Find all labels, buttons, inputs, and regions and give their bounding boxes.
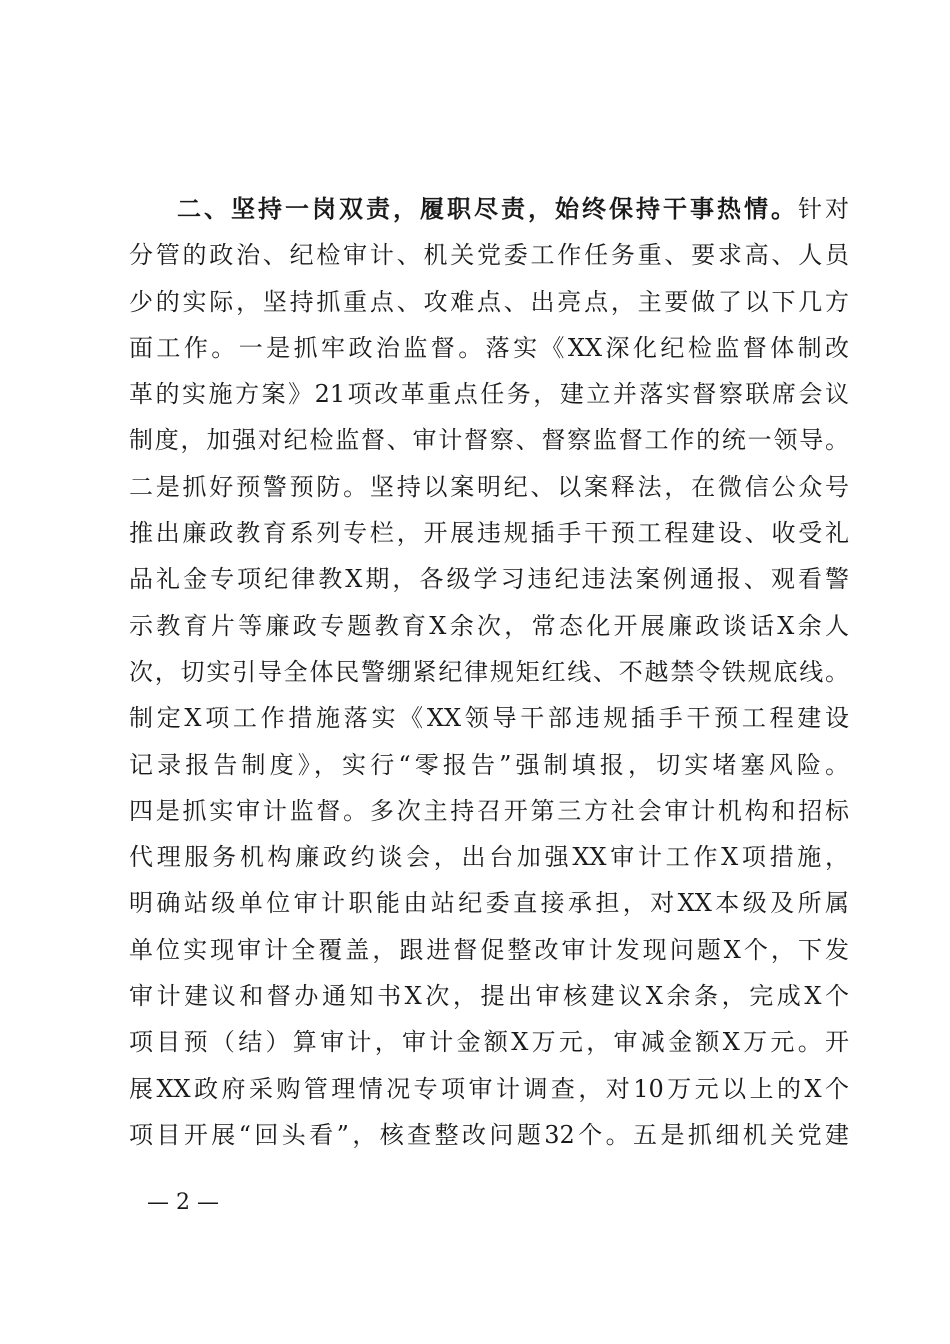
- text-line: 制度，加强对纪检监督、审计督察、督察监督工作的统一领导。: [129, 426, 849, 455]
- text-line: 项目开展“回头看”，核查整改问题32个。五是抓细机关党建: [129, 1120, 849, 1149]
- text-line: 革的实施方案》21项改革重点任务，建立并落实督察联席会议: [129, 380, 849, 409]
- text-line: 单位实现审计全覆盖，跟进督促整改审计发现问题X个，下发: [129, 935, 849, 964]
- text-line: 项目预（结）算审计，审计金额X万元，审减金额X万元。开: [129, 1028, 849, 1057]
- text-line: 示教育片等廉政专题教育X余次，常态化开展廉政谈话X余人: [129, 611, 849, 640]
- body-text: [129, 186, 849, 1158]
- text-line: 面工作。一是抓牢政治监督。落实《XX深化纪检监督体制改: [129, 333, 849, 362]
- text-line: 制定X项工作措施落实《XX领导干部违规插手干预工程建设: [129, 704, 849, 733]
- text-line: 分管的政治、纪检审计、机关党委工作任务重、要求高、人员: [129, 241, 849, 270]
- text-line: 明确站级单位审计职能由站纪委直接承担，对XX本级及所属: [129, 889, 849, 918]
- text-line: 审计建议和督办通知书X次，提出审核建议X余条，完成X个: [129, 982, 849, 1011]
- text-line: 展XX政府采购管理情况专项审计调查，对10万元以上的X个: [129, 1074, 849, 1103]
- text-line: 记录报告制度》，实行“零报告”强制填报，切实堵塞风险。: [129, 750, 849, 779]
- text-line: 推出廉政教育系列专栏，开展违规插手干预工程建设、收受礼: [129, 519, 849, 548]
- text-line: 品礼金专项纪律教X期，各级学习违纪违法案例通报、观看警: [129, 565, 849, 594]
- text-line: 少的实际，坚持抓重点、攻难点、出亮点，主要做了以下几方: [129, 287, 849, 316]
- text-line: 代理服务机构廉政约谈会，出台加强XX审计工作X项措施，: [129, 843, 849, 872]
- text-line: 四是抓实审计监督。多次主持召开第三方社会审计机构和招标: [129, 796, 849, 825]
- section-heading: 二、坚持一岗双责，履职尽责，始终保持干事热情。: [177, 194, 798, 223]
- text-line: 次，切实引导全体民警绷紧纪律规矩红线、不越禁令铁规底线。: [129, 657, 849, 686]
- text-line: 二是抓好预警预防。坚持以案明纪、以案释法，在微信公众号: [129, 472, 849, 501]
- text-line-segment: 针对: [798, 195, 849, 223]
- page-number: — 2 —: [147, 1190, 219, 1215]
- paragraph-first-line: [129, 186, 849, 232]
